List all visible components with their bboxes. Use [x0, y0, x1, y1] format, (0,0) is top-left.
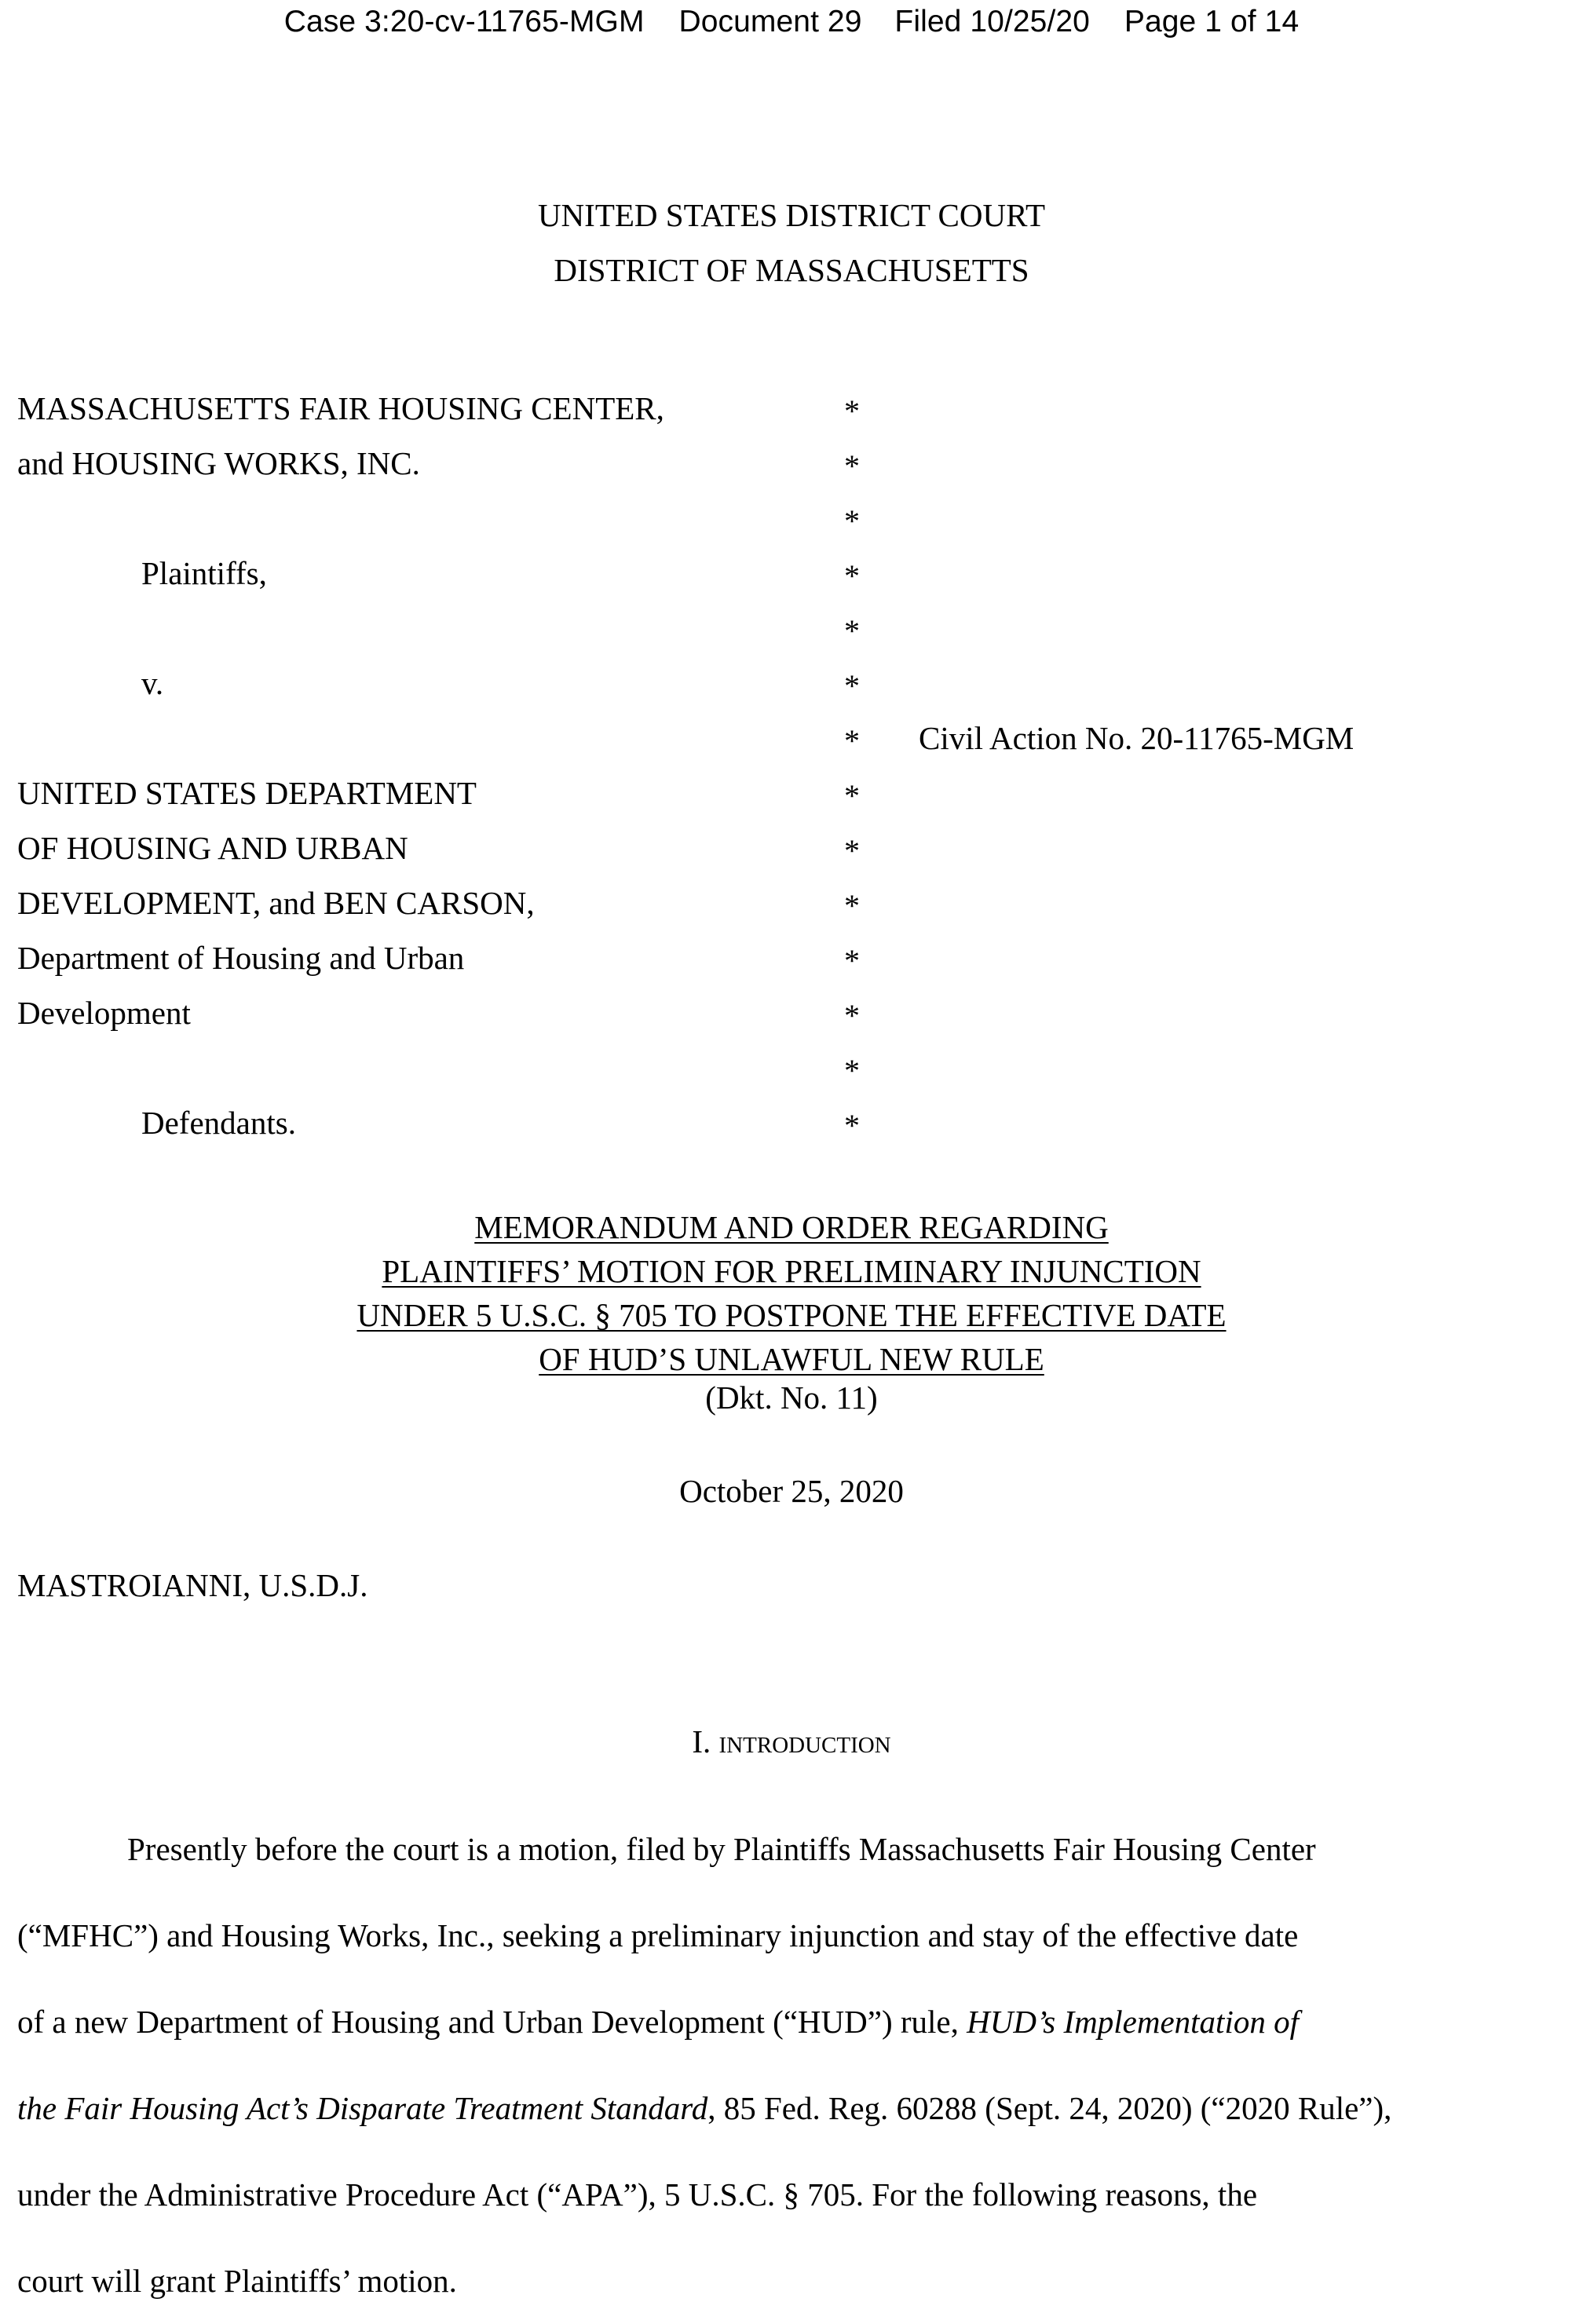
judge-name: MASTROIANNI, U.S.D.J.	[17, 1567, 368, 1603]
caption-asterisk: *	[844, 393, 860, 429]
memorandum-title-line: MEMORANDUM AND ORDER REGARDING	[474, 1209, 1109, 1245]
paragraph-text: of a new Department of Housing and Urban Development (“HUD”) rule,	[17, 2004, 967, 2040]
caption-row	[17, 390, 1556, 448]
section-number: I.	[692, 1723, 711, 1759]
docket-reference: (Dkt. No. 11)	[705, 1379, 878, 1416]
caption-party-line: Department of Housing and Urban	[17, 940, 465, 976]
caption-row	[17, 1107, 1556, 1162]
ecf-document-number: Document 29	[678, 5, 862, 38]
caption-party-line: Development	[17, 995, 191, 1031]
caption-row	[17, 612, 1556, 667]
caption-party-line: UNITED STATES DEPARTMENT	[17, 775, 477, 811]
caption-asterisk: *	[844, 943, 860, 978]
paragraph-text: Presently before the court is a motion, filed by Plaintiffs Massachusetts Fair Housing Center	[127, 1831, 1316, 1867]
ecf-page-number: Page 1 of 14	[1124, 5, 1300, 38]
caption-row	[17, 777, 1556, 832]
caption-party-line: Plaintiffs,	[141, 555, 267, 591]
caption-party-line: and HOUSING WORKS, INC.	[17, 445, 420, 481]
paragraph-text: under the Administrative Procedure Act (“APA”), 5 U.S.C. § 705. For the following reasons, the	[17, 2176, 1258, 2213]
caption-row	[17, 502, 1556, 557]
paragraph-text: court will grant Plaintiffs’ motion.	[17, 2263, 457, 2299]
paragraph-line	[17, 2238, 1556, 2324]
section-title: introduction	[718, 1723, 891, 1759]
caption-asterisk: *	[844, 1053, 860, 1088]
caption-party-line: MASSACHUSETTS FAIR HOUSING CENTER,	[17, 390, 664, 426]
memorandum-title	[0, 1205, 1583, 1381]
section-heading-introduction	[0, 1723, 1583, 1759]
caption-asterisk: *	[844, 888, 860, 923]
caption-row	[17, 997, 1556, 1052]
case-citation-italic: the Fair Housing Act’s Disparate Treatment Standard	[17, 2090, 708, 2126]
paragraph-text: , 85 Fed. Reg. 60288 (Sept. 24, 2020) (“2020 Rule”),	[707, 2090, 1392, 2126]
court-district: DISTRICT OF MASSACHUSETTS	[554, 252, 1029, 288]
case-citation-italic: HUD’s Implementation of	[967, 2004, 1299, 2040]
paragraph-line	[17, 1979, 1556, 2065]
caption-row	[17, 942, 1556, 997]
caption-party-line: Defendants.	[141, 1105, 296, 1141]
court-name: UNITED STATES DISTRICT COURT	[537, 197, 1046, 233]
paragraph-line	[17, 1806, 1556, 1892]
caption-row	[17, 1052, 1556, 1107]
caption-asterisk: *	[844, 558, 860, 594]
caption-row	[17, 557, 1556, 612]
caption-row	[17, 832, 1556, 887]
paragraph-line	[17, 2151, 1556, 2238]
caption-asterisk: *	[844, 668, 860, 703]
caption-row	[17, 722, 1556, 777]
caption-asterisk: *	[844, 448, 860, 484]
memorandum-title-line: UNDER 5 U.S.C. § 705 TO POSTPONE THE EFFECTIVE DATE	[356, 1297, 1227, 1333]
civil-action-number: Civil Action No. 20-11765-MGM	[919, 720, 1355, 756]
paragraph-line	[17, 1892, 1556, 1979]
ecf-filed-date: Filed 10/25/20	[894, 5, 1090, 38]
paragraph-line	[17, 2065, 1556, 2151]
caption-party-line: DEVELOPMENT, and BEN CARSON,	[17, 885, 535, 921]
case-caption	[17, 390, 1556, 1162]
caption-asterisk: *	[844, 503, 860, 539]
caption-asterisk: *	[844, 833, 860, 868]
memorandum-title-line: OF HUD’S UNLAWFUL NEW RULE	[539, 1341, 1044, 1377]
caption-row	[17, 445, 1556, 502]
caption-asterisk: *	[844, 998, 860, 1033]
ecf-case-number: Case 3:20-cv-11765-MGM	[283, 5, 645, 38]
caption-asterisk: *	[844, 778, 860, 813]
introduction-paragraph	[17, 1806, 1556, 2324]
caption-party-line: v.	[141, 665, 164, 701]
caption-asterisk: *	[844, 613, 860, 649]
caption-party-line: OF HOUSING AND URBAN	[17, 830, 408, 866]
caption-asterisk: *	[844, 723, 860, 758]
decision-date: October 25, 2020	[679, 1473, 904, 1509]
caption-asterisk: *	[844, 1108, 860, 1143]
paragraph-text: (“MFHC”) and Housing Works, Inc., seeking a preliminary injunction and stay of the effective date	[17, 1917, 1299, 1953]
memorandum-title-line: PLAINTIFFS’ MOTION FOR PRELIMINARY INJUNCTION	[382, 1253, 1201, 1289]
caption-row	[17, 887, 1556, 942]
caption-row	[17, 667, 1556, 722]
